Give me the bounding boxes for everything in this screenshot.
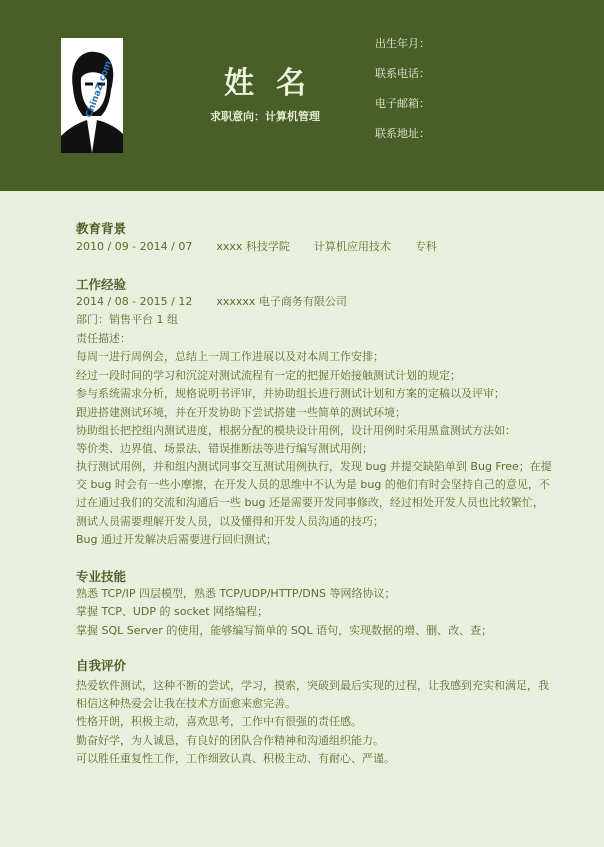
skill-line: 掌握 TCP、UDP 的 socket 网络编程；	[76, 605, 269, 618]
work-desc-line: 每周一进行周例会，总结上一周工作进展以及对本周工作安排；	[76, 350, 384, 363]
self-evaluation-line: 热爱软件测试，这种不断的尝试，学习，摸索，突破到最后实现的过程，让我感到充实和满足，我	[76, 679, 549, 692]
person-silhouette-icon	[61, 38, 123, 153]
education-period: 2010 / 09 - 2014 / 07	[76, 240, 193, 253]
profile-photo	[61, 38, 123, 153]
work-desc-line: 协助组长把控组内测试进度，根据分配的模块设计用例，设计用例时采用黑盒测试方法如：	[76, 424, 516, 437]
work-desc-line: 交 bug 时会有一些小摩擦，在开发人员的思维中不认为是 bug 的他们有时会坚持自己的意见，不	[76, 478, 550, 491]
birth-date-label: 出生年月：	[375, 37, 430, 50]
work-desc-line: 参与系统需求分析，规格说明书评审，并协助组长进行测试计划和方案的定稿以及评审；	[76, 387, 505, 400]
work-desc-line: 过在通过我们的交流和沟通后一些 bug 还是需要开发同事修改，经过相处开发人员也比较繁忙，	[76, 496, 544, 509]
education-degree: 专科	[414, 240, 437, 253]
education-heading: 教育背景	[76, 221, 127, 236]
skills-heading: 专业技能	[76, 569, 127, 584]
work-company: xxxxxx 电子商务有限公司	[216, 295, 347, 308]
self-evaluation-line: 可以胜任重复性工作，工作细致认真、积极主动、有耐心、严谨。	[76, 752, 395, 765]
skill-line: 熟悉 TCP/IP 四层模型，熟悉 TCP/UDP/HTTP/DNS 等网络协议；	[76, 587, 396, 600]
job-intent: 求职意向：计算机管理	[210, 110, 320, 123]
address-label: 联系地址：	[375, 127, 430, 140]
work-entry	[76, 293, 371, 309]
skill-line: 掌握 SQL Server 的使用，能够编写简单的 SQL 语句，实现数据的增、删、改、查；	[76, 624, 493, 637]
applicant-name: 姓名	[224, 66, 328, 101]
work-department: 部门：销售平台 1 组	[76, 313, 178, 326]
education-school: xxxx 科技学院	[216, 240, 290, 253]
svg-text:ChinaZ.com: ChinaZ.com	[84, 59, 115, 120]
self-evaluation-heading: 自我评价	[76, 658, 127, 673]
resume-header	[0, 0, 604, 191]
work-desc-line: 经过一段时间的学习和沉淀对测试流程有一定的把握开始接触测试计划的规定；	[76, 369, 461, 382]
education-major: 计算机应用技术	[313, 240, 391, 253]
work-desc-line: 跟进搭建测试环境，并在开发协助下尝试搭建一些简单的测试环境；	[76, 406, 406, 419]
self-evaluation-line: 勤奋好学，为人诚恳，有良好的团队合作精神和沟通组织能力。	[76, 734, 384, 747]
work-desc-line: Bug 通过开发解决后需要进行回归测试；	[76, 533, 277, 546]
email-label: 电子邮箱：	[375, 97, 430, 110]
self-evaluation-line: 相信这种热爱会让我在技术方面愈来愈完善。	[76, 697, 296, 710]
work-heading: 工作经验	[76, 277, 127, 292]
work-period: 2014 / 08 - 2015 / 12	[76, 295, 193, 308]
phone-label: 联系电话：	[375, 67, 430, 80]
work-desc-line: 执行测试用例，并和组内测试同事交互测试用例执行，发现 bug 并提交缺陷单到 Bug Free；在提	[76, 460, 552, 473]
work-desc-line: 测试人员需要理解开发人员，以及懂得和开发人员沟通的技巧；	[76, 515, 384, 528]
self-evaluation-line: 性格开朗，积极主动，喜欢思考，工作中有很强的责任感。	[76, 715, 362, 728]
work-desc-label: 责任描述：	[76, 332, 131, 345]
work-desc-line: 等价类、边界值、场景法、错误推断法等进行编写测试用例；	[76, 442, 373, 455]
education-entry	[76, 238, 461, 254]
